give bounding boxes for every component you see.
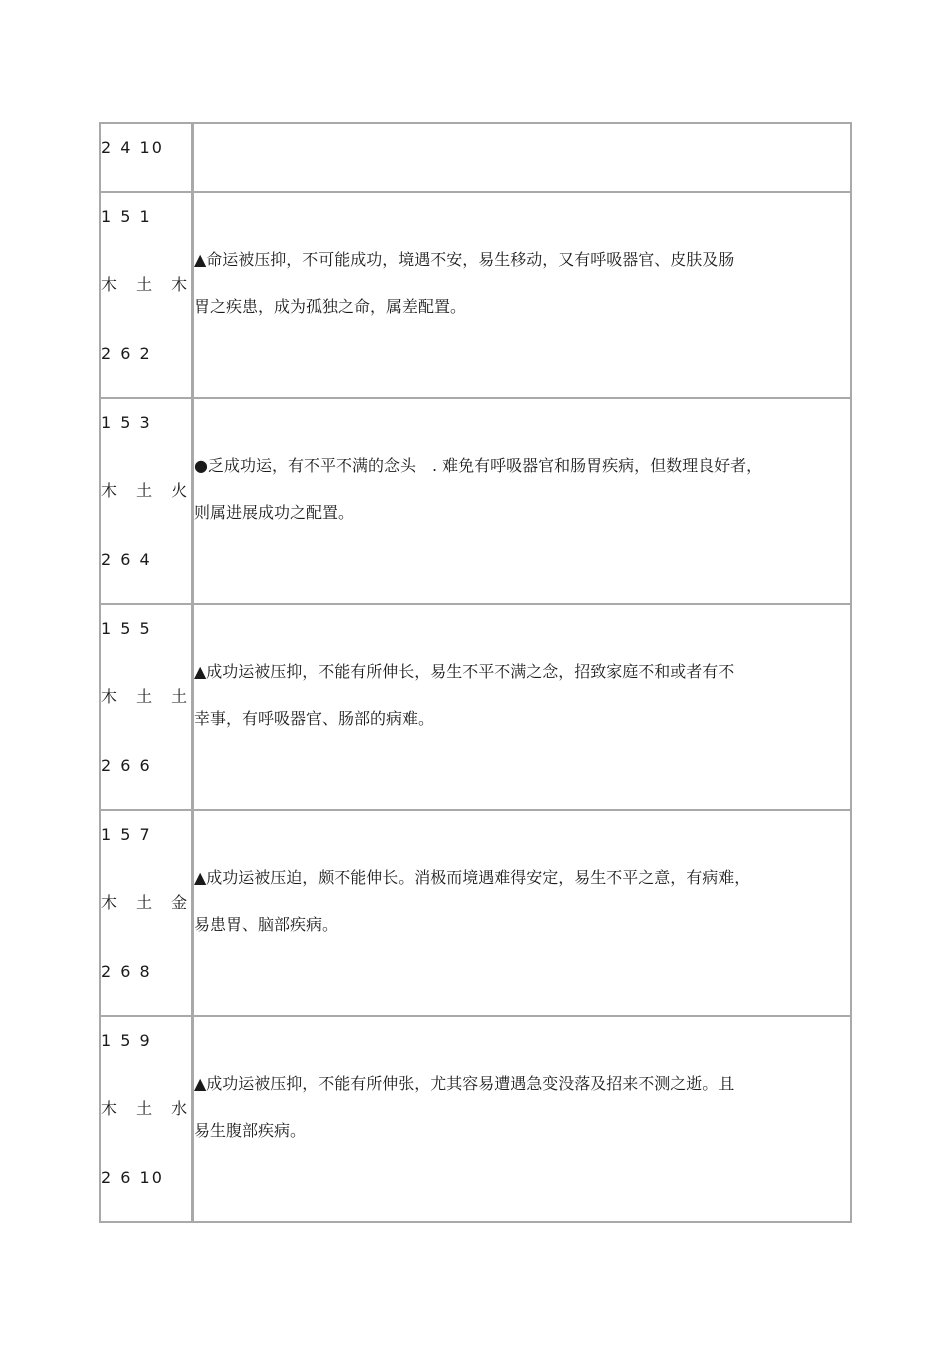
number-cell <box>101 193 194 397</box>
element-combo: 木 土 木 <box>101 275 195 294</box>
description-line: 易患胃、脑部疾病。 <box>194 915 339 934</box>
number-cell <box>101 1017 194 1221</box>
description <box>194 236 814 330</box>
element-combo: 木 土 金 <box>101 893 195 912</box>
description-line: 则属进展成功之配置。 <box>194 503 355 522</box>
element-combo: 木 土 火 <box>101 481 195 500</box>
description-line: 易生腹部疾病。 <box>194 1121 307 1140</box>
number-top: 1 5 9 <box>101 1031 152 1050</box>
number-bottom: 2 6 10 <box>101 1168 164 1187</box>
description-cell <box>194 124 850 191</box>
description-cell <box>194 605 850 809</box>
description <box>194 442 814 536</box>
number-top: 2 4 10 <box>101 138 164 157</box>
number-cell <box>101 124 194 191</box>
number-cell <box>101 399 194 603</box>
table-row <box>101 1017 850 1221</box>
description-cell <box>194 1017 850 1221</box>
description <box>194 1060 814 1154</box>
description-line: ●乏成功运，有不平不满的念头 . 难免有呼吸器官和肠胃疾病，但数理良好者， <box>194 456 763 475</box>
table-row <box>101 193 850 399</box>
number-bottom: 2 6 4 <box>101 550 152 569</box>
number-bottom: 2 6 2 <box>101 344 152 363</box>
description-line: 胃之疾患，成为孤独之命，属差配置。 <box>194 297 467 316</box>
number-cell <box>101 811 194 1015</box>
element-combo: 木 土 水 <box>101 1099 195 1118</box>
table-row <box>101 811 850 1017</box>
description-cell <box>194 811 850 1015</box>
description-cell <box>194 193 850 397</box>
description-line: ▲成功运被压抑，不能有所伸长，易生不平不满之念，招致家庭不和或者有不 <box>194 662 735 681</box>
fortune-table <box>99 122 852 1223</box>
table-row <box>101 124 850 193</box>
table-row <box>101 399 850 605</box>
description-line: 幸事，有呼吸器官、肠部的病难。 <box>194 709 435 728</box>
description-line: ▲命运被压抑，不可能成功，境遇不安，易生移动，又有呼吸器官、皮肤及肠 <box>194 250 735 269</box>
description <box>194 854 814 948</box>
element-combo: 木 土 土 <box>101 687 195 706</box>
number-bottom: 2 6 8 <box>101 962 152 981</box>
number-bottom: 2 6 6 <box>101 756 152 775</box>
description-line: ▲成功运被压抑，不能有所伸张，尤其容易遭遇急变没落及招来不测之逝。且 <box>194 1074 735 1093</box>
number-cell <box>101 605 194 809</box>
table-row <box>101 605 850 811</box>
description <box>194 648 814 742</box>
description-line: ▲成功运被压迫，颇不能伸长。消极而境遇难得安定，易生不平之意，有病难， <box>194 868 751 887</box>
number-top: 1 5 7 <box>101 825 152 844</box>
number-top: 1 5 5 <box>101 619 152 638</box>
number-top: 1 5 3 <box>101 413 152 432</box>
description-cell <box>194 399 850 603</box>
number-top: 1 5 1 <box>101 207 152 226</box>
